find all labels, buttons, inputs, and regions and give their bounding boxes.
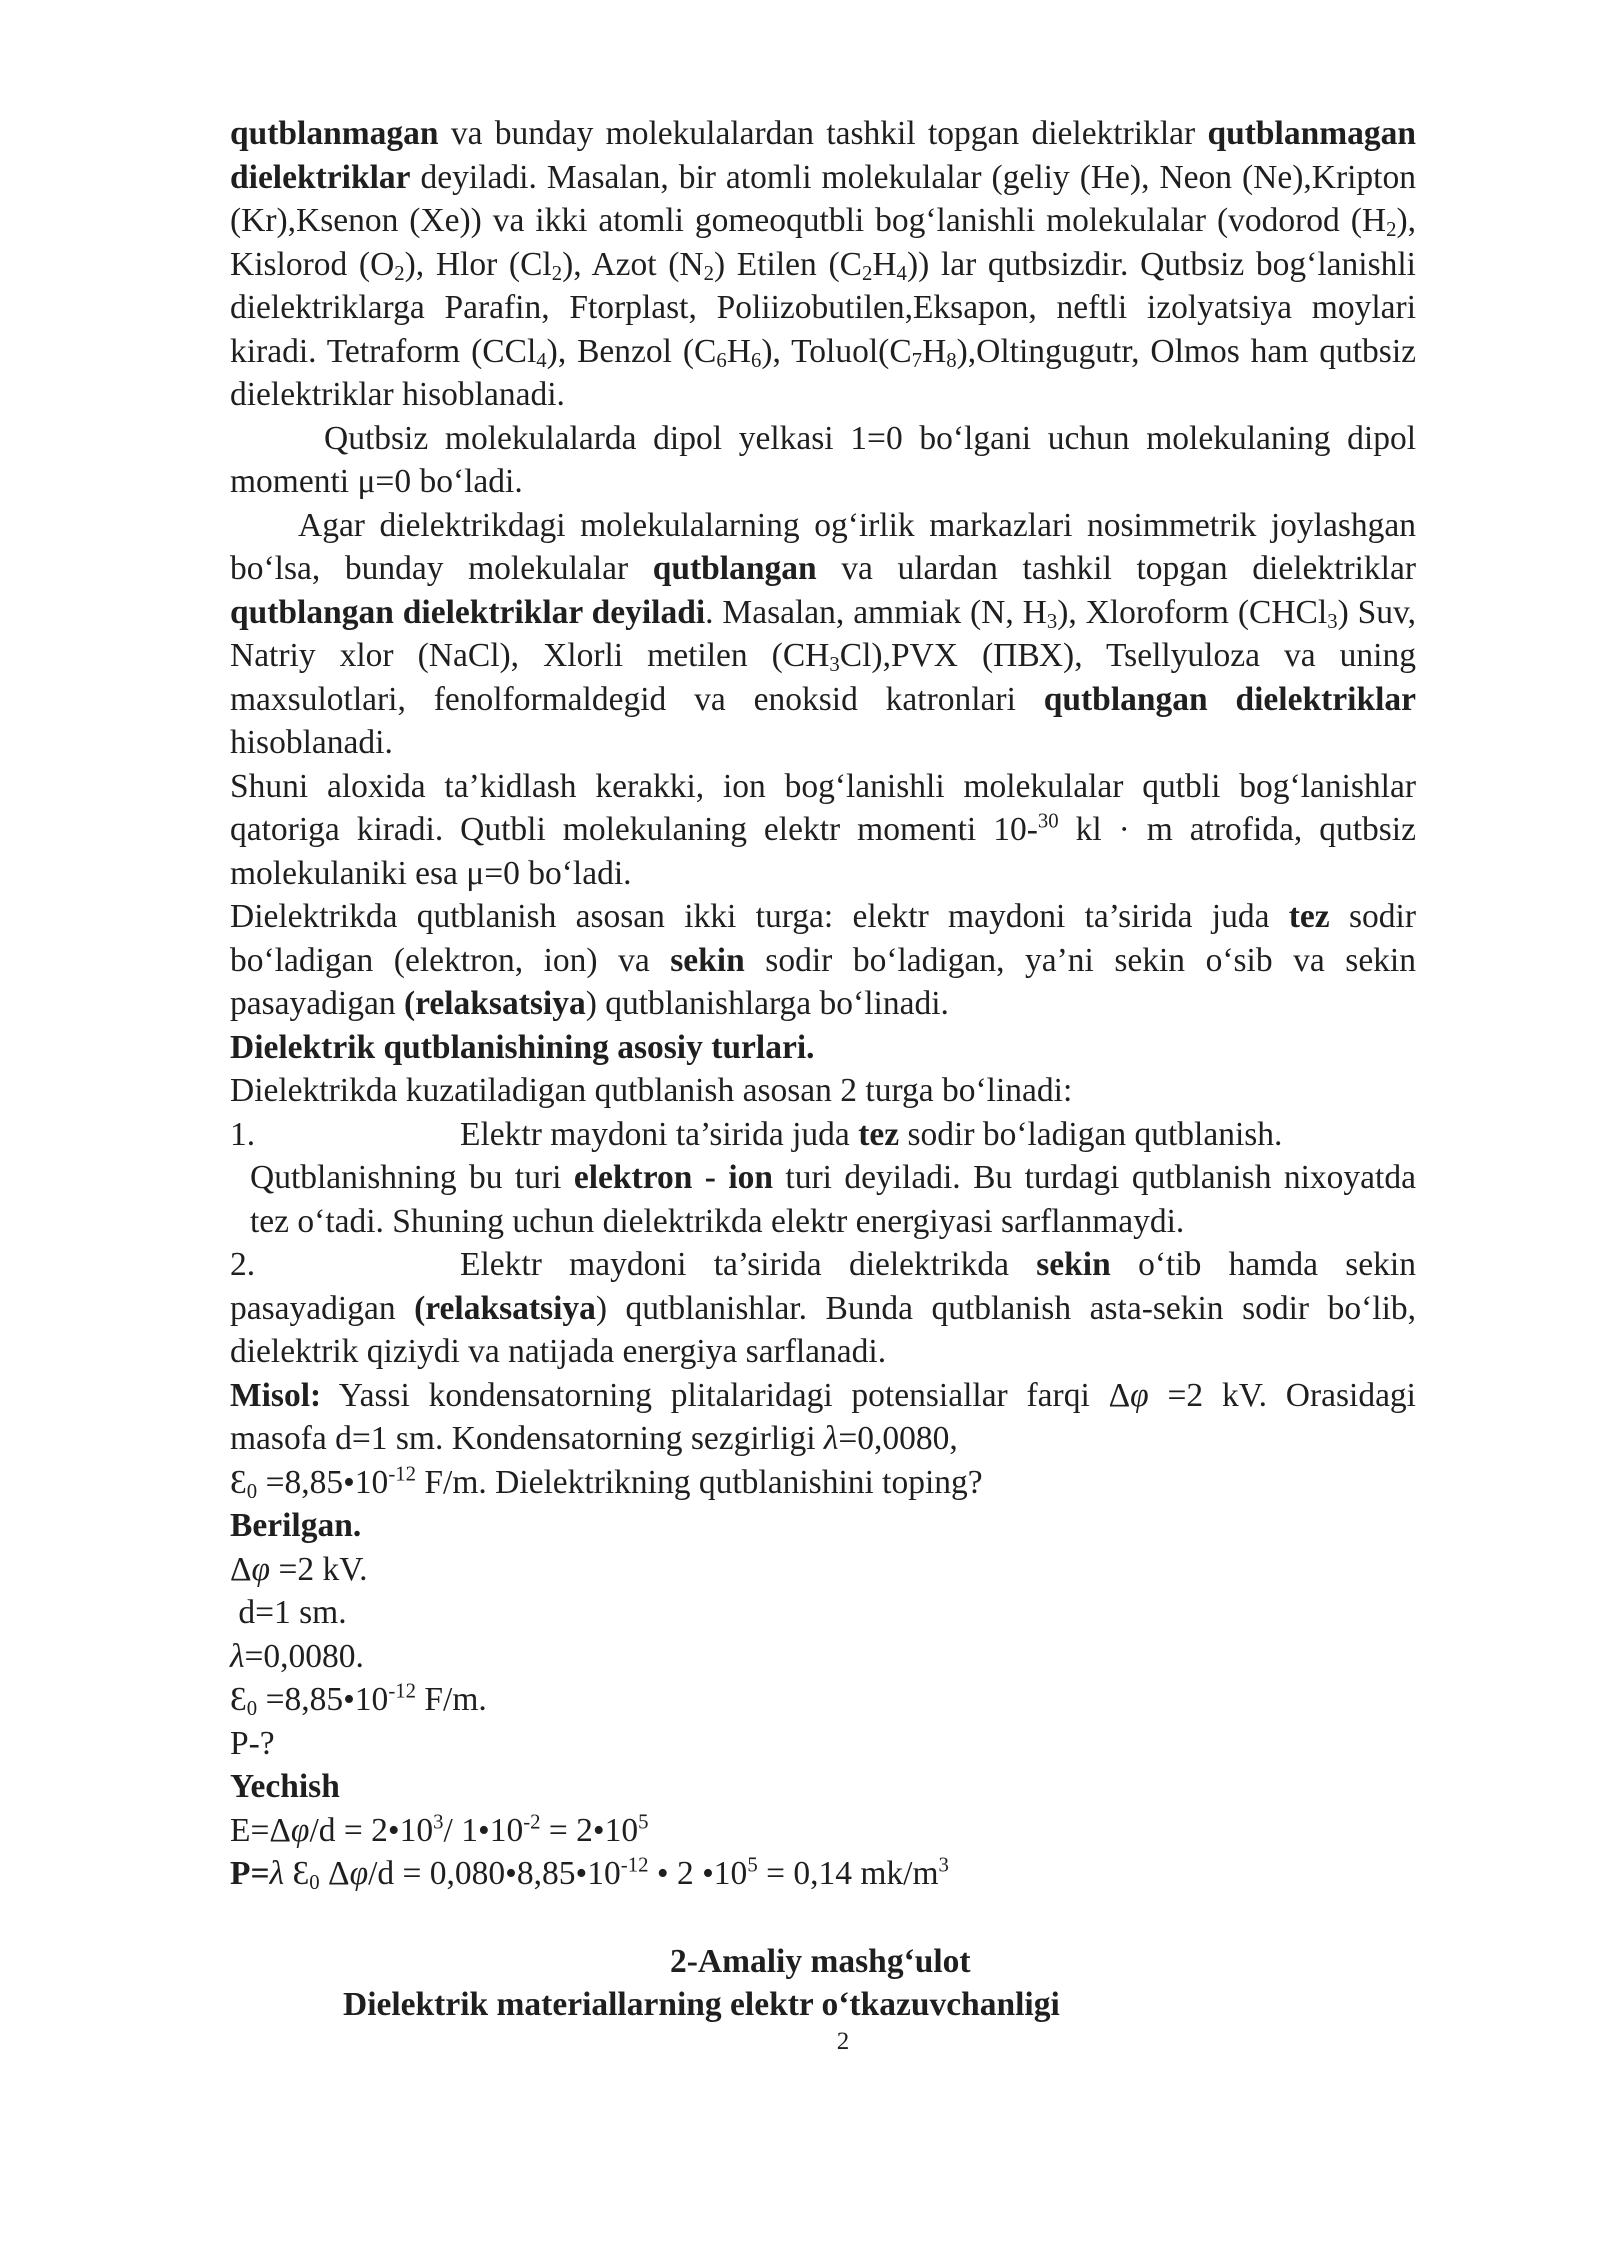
paragraph-dipol: Qutbsiz molekulalarda dipol yelkasi 1=0 bo‘lgani uchun molekulaning dipol momenti μ=0 bo‘ladi.	[230, 419, 1416, 500]
section-title: 2-Amaliy mashg‘ulot	[670, 1942, 971, 1980]
given-dphi: Δφ =2 kV.	[230, 1550, 368, 1588]
given-d: d=1 sm.	[230, 1594, 347, 1631]
given-label: Berilgan.	[230, 1507, 362, 1544]
document-page	[230, 112, 1416, 2057]
example-statement: Misol: Yassi kondensatorning plitalaridagi potensiallar farqi Δφ =2 kV. Orasidagi masofa d=1 sm. Kondensatorning sezgirligi λ=0,0080,	[230, 1376, 1416, 1457]
list-item-2: 2. Elektr maydoni ta’sirida dielektrikda sekin o‘tib hamda sekin pasayadigan (relaksatsiya) qutblanishlar. Bunda qutblanish asta-sekin sodir bo‘lib, dielektrik qiziydi va natijada energiya sarflanadi.	[230, 1246, 1417, 1370]
list-item-1: 1. Elektr maydoni ta’sirida juda tez sodir bo‘ladigan qutblanish.	[230, 1115, 1283, 1153]
paragraph-two-types: Dielektrikda qutblanish asosan ikki turga: elektr maydoni ta’sirida juda tez sodir bo‘ladigan (elektron, ion) va sekin sodir bo‘ladigan, ya’ni sekin o‘sib va sekin pasayadigan (relaksatsiya) qutblanishlarga bo‘linadi.	[230, 898, 1416, 1022]
paragraph-nonpolar: qutblanmagan va bunday molekulalardan tashkil topgan dielektriklar qutblanmagan dielektriklar deyiladi. Masalan, bir atomli molekulalar (geliy (He), Neon (Ne),Kripton (Kr),Ksenon (Xe)) va ikki atomli gomeoqutbli bog‘lanishli molekulalar (vodorod $(H_2)$, Kislorod $(O_2)$, Hlor $(Cl_2)$, Azot $(N_2)$ Etilen $(C_2H_4)$) lar qutbsizdir. Qutbsiz bog‘lanishli dielektriklarga Parafin, Ftorplast, Poliizobutilen,Eksapon, neftli izolyatsiya moylari kiradi. Tetraform (CCl$_4$), Benzol $(C_6H_6)$, $Toluol(C_7H_8),Oltingugutr$, Olmos ham qutbsiz dielektriklar hisoblanadi.	[230, 115, 1416, 413]
section-heading	[230, 1940, 1416, 2027]
example-statement-cont: $Ɛ_0$ $=8,85•10^{-12}$ F/m. Dielektrikning qutblanishini toping?	[230, 1462, 983, 1503]
given-lambda: λ=0,0080.	[230, 1637, 364, 1675]
solution-label: Yechish	[230, 1768, 340, 1805]
section-subtitle: Dielektrik materiallarning elektr o‘tkazuvchanligi	[343, 1986, 1060, 2023]
paragraph-polar: Agar dielektrikdagi molekulalarning og‘irlik markazlari nosimmetrik joylashgan bo‘lsa, bunday molekulalar qutblangan va ulardan tashkil topgan dielektriklar qutblangan dielektriklar deyiladi. Masalan, ammiak (N, $H_3$), Xloroform (CHCl$_3$) Suv, Natriy xlor (NaCl), Xlorli metilen $(CH_3Cl),PVX$ (ПВХ), Tsellyuloza va uning maxsulotlari, fenolformaldegid va enoksid katronlari qutblangan dielektriklar hisoblanadi.	[230, 506, 1417, 761]
subheading: Dielektrik qutblanishining asosiy turlari.	[230, 1028, 815, 1066]
solution-step-2: P=λ $Ɛ_0$ $\Delta\varphi/d = 0,080•8,85•10^{-12}$ • 2 $•10^5 = 0,14$ $mk/m^3$	[230, 1853, 949, 1895]
solution-step-1: $E=\Delta\varphi/d = 2•10^3/$ $1•10^{-2}$ = $2•10^5$	[230, 1810, 649, 1849]
page-number: 2	[836, 2027, 850, 2055]
given-epsilon: $Ɛ_0$ $=8,85•10^{-12}$ F/m.	[230, 1679, 487, 1721]
given-unknown: P-?	[230, 1724, 275, 1762]
paragraph-intro-list: Dielektrikda kuzatiladigan qutblanish asosan 2 turga bo‘linadi:	[230, 1072, 1073, 1109]
paragraph-ion-bond: Shuni aloxida ta’kidlash kerakki, ion bog‘lanishli molekulalar qutbli bog‘lanishlar qatoriga kiradi. Qutbli molekulaning elektr momenti 10-$^{30}$ kl · m atrofida, qutbsiz molekulaniki esa μ=0 bo‘ladi.	[230, 767, 1416, 892]
list-item-1-cont: Qutblanishning bu turi elektron - ion turi deyiladi. Bu turdagi qutblanish nixoyatda tez o‘tadi. Shuning uchun dielektrikda elektr energiyasi sarflanmaydi.	[250, 1159, 1416, 1240]
